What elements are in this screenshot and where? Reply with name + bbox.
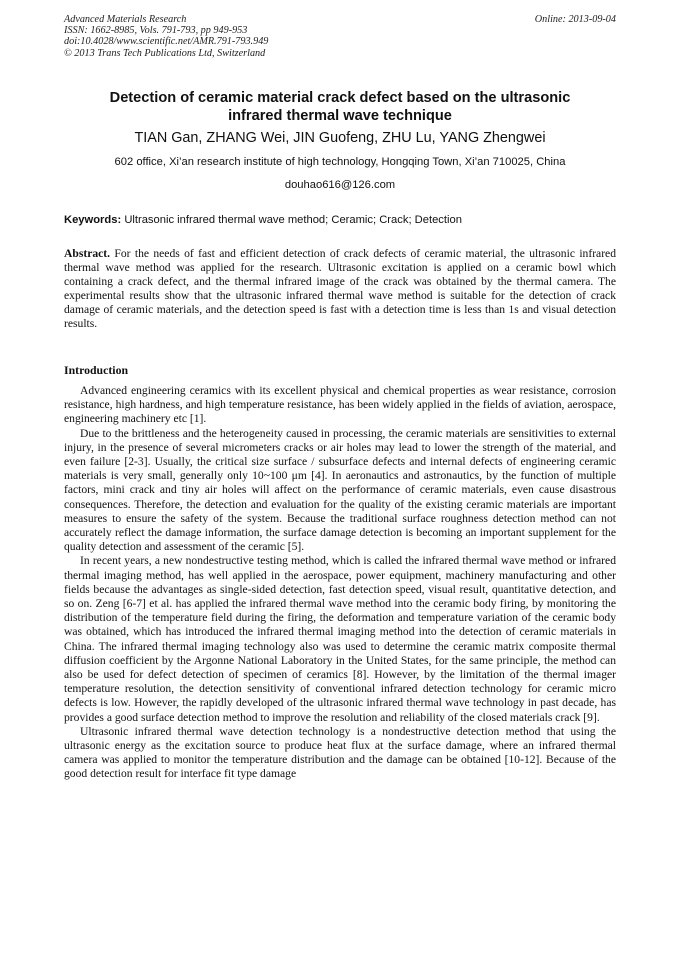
- keywords-text: Ultrasonic infrared thermal wave method; Ceramic; Crack; Detection: [124, 214, 462, 226]
- introduction-body: [64, 384, 616, 782]
- copyright-line: © 2013 Trans Tech Publications Ltd, Switzerland: [64, 47, 266, 59]
- affiliation: 602 office, Xi’an research institute of high technology, Hongqing Town, Xi’an 710025, China: [114, 156, 566, 168]
- doi-line: doi:10.4028/www.scientific.net/AMR.791-793.949: [64, 36, 269, 48]
- title-line-2: infrared thermal wave technique: [228, 108, 452, 124]
- paragraph: Ultrasonic infrared thermal wave detection technology is a nondestructive detection method that using the ultrasonic energy as the excitation source to produce heat flux at the surface damage, where an infrared thermal camera was applied to monitor the temperature distribution and the damage can be obtained [10-12]. Because of the good detection result for interface fit type damage: [64, 724, 616, 781]
- section-heading-introduction: Introduction: [64, 363, 129, 377]
- keywords: [64, 212, 616, 228]
- issn-line: ISSN: 1662-8985, Vols. 791-793, pp 949-953: [64, 25, 248, 37]
- paragraph: In recent years, a new nondestructive testing method, which is called the infrared thermal wave method or infrared thermal imaging method, has well applied in the aerospace, power equipment, machinery manufacturing and other fields because the advantages as single-sided detection, fast detection speed, visual result, quantitative detection, and so on. Zeng [6-7] et al. has applied the infrared thermal wave method into the ceramic body firing, by monitoring the distribution of the temperature field during the firing, the deformation and temperature variation of the ceramic body was obtained, which has introduced the infrared thermal imaging method into the detection of ceramic materials in China. The infrared thermal imaging technology also was used to determine the ceramic matrix composite thermal diffusion coefficient by the Argonne National Laboratory in the United States, for the same principle, the method can also be used for defect detection of specimen of ceramics [8]. However, by the limitation of the thermal imager temperature resolution, the detection sensitivity of conventional infrared detection technology for ceramic micro defects is low. However, the rapidly developed of the ultrasonic infrared thermal wave technology in past decade, has provides a good surface detection method to improve the resolution and reliability of the closed materials crack [9].: [64, 554, 616, 724]
- publication-header: [64, 14, 616, 59]
- title-line-1: Detection of ceramic material crack defect based on the ultrasonic: [109, 90, 571, 106]
- paragraph: Due to the brittleness and the heterogeneity caused in processing, the ceramic materials are sensitivities to external injury, in the presence of several micrometers cracks or air holes may lead to lower the strength of the material, and even failure [2-3]. Usually, the critical size surface / subsurface defects and internal defects of engineering ceramic materials is very small, generally only 10~100 μm [4]. In aeronautics and astronautics, by the function of multiple factors, mini crack and tiny air holes will affect on the performance of ceramic materials, even cause disastrous consequences. Therefore, the detection and evaluation for the quality of the existing ceramic materials are important measures to ensure the safety of the system. Because the traditional surface roughness detection method can not accurately reflect the damage information, the surface damage detection is becoming an important supplement for the quality detection and assessment of the ceramic [5].: [64, 426, 616, 554]
- abstract-label: Abstract.: [64, 247, 111, 260]
- abstract: [64, 247, 616, 331]
- online-date: Online: 2013-09-04: [534, 14, 616, 25]
- contact-email: douhao616@126.com: [284, 179, 396, 191]
- journal-name: Advanced Materials Research: [64, 14, 187, 25]
- abstract-text: For the needs of fast and efficient detection of crack defects of ceramic material, the ultrasonic infrared thermal wave method was applied for the research. Ultrasonic excitation is applied on a ceramic bowl which containing a crack defect, and the thermal infrared image of the crack was obtained by the thermal camera. The experimental results show that the ultrasonic infrared thermal wave method is suitable for the detection of crack damage of ceramic materials, and the detection speed is fast with a detection time is less than 1s and visual detection results.: [64, 247, 617, 330]
- author-list: TIAN Gan, ZHANG Wei, JIN Guofeng, ZHU Lu, YANG Zhengwei: [134, 130, 546, 146]
- keywords-label: Keywords:: [64, 214, 122, 226]
- paragraph: Advanced engineering ceramics with its excellent physical and chemical properties as wear resistance, corrosion resistance, high hardness, and high temperature resistance, has been widely applied in the fields of aviation, aerospace, engineering machinery etc [1].: [64, 384, 616, 426]
- paper-title: [64, 89, 616, 125]
